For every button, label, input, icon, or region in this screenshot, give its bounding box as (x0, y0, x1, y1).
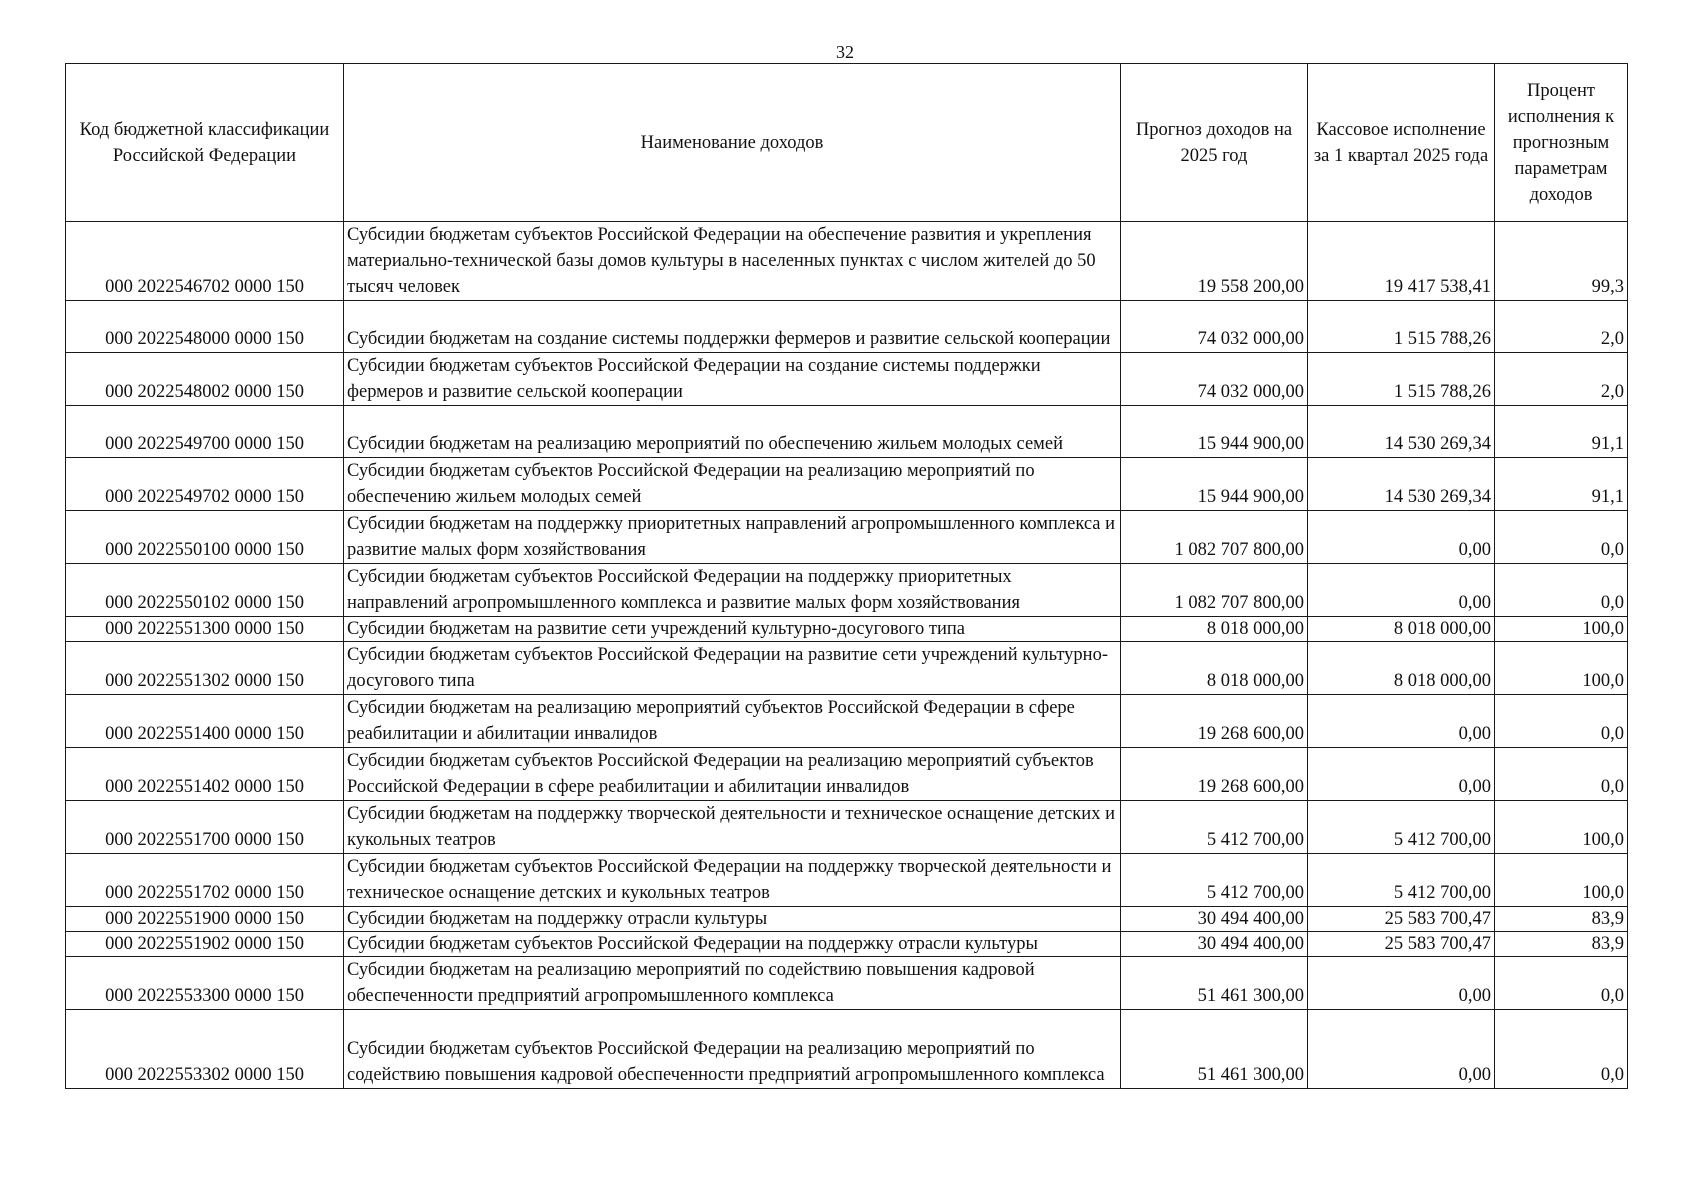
cell-execution: 25 583 700,47 (1308, 907, 1495, 932)
table-row (66, 932, 1628, 957)
cell-forecast: 19 268 600,00 (1121, 748, 1308, 801)
cell-name: Субсидии бюджетам на создание системы поддержки фермеров и развитие сельской кооперации (344, 301, 1121, 353)
cell-code: 000 2022550102 0000 150 (66, 564, 344, 617)
cell-execution: 0,00 (1308, 1010, 1495, 1089)
table-row (66, 511, 1628, 564)
cell-percent: 100,0 (1495, 801, 1628, 854)
cell-percent: 0,0 (1495, 1010, 1628, 1089)
cell-forecast: 19 558 200,00 (1121, 222, 1308, 301)
cell-percent: 0,0 (1495, 511, 1628, 564)
cell-percent: 0,0 (1495, 748, 1628, 801)
cell-execution: 8 018 000,00 (1308, 617, 1495, 642)
cell-percent: 2,0 (1495, 353, 1628, 406)
cell-execution: 14 530 269,34 (1308, 458, 1495, 511)
cell-forecast: 74 032 000,00 (1121, 301, 1308, 353)
cell-forecast: 30 494 400,00 (1121, 932, 1308, 957)
cell-percent: 91,1 (1495, 458, 1628, 511)
header-name: Наименование доходов (344, 64, 1121, 222)
cell-execution: 14 530 269,34 (1308, 406, 1495, 458)
cell-code: 000 2022548000 0000 150 (66, 301, 344, 353)
cell-forecast: 30 494 400,00 (1121, 907, 1308, 932)
cell-percent: 83,9 (1495, 932, 1628, 957)
cell-name: Субсидии бюджетам субъектов Российской Федерации на реализацию мероприятий субъектов Российской Федерации в сфере реабилитации и абилитации инвалидов (344, 748, 1121, 801)
table-row (66, 1010, 1628, 1089)
cell-code: 000 2022551900 0000 150 (66, 907, 344, 932)
cell-name: Субсидии бюджетам на реализацию мероприятий по обеспечению жильем молодых семей (344, 406, 1121, 458)
table-row (66, 353, 1628, 406)
cell-forecast: 74 032 000,00 (1121, 353, 1308, 406)
cell-code: 000 2022551700 0000 150 (66, 801, 344, 854)
table-row (66, 222, 1628, 301)
header-execution: Кассовое исполнение за 1 квартал 2025 года (1308, 64, 1495, 222)
cell-name: Субсидии бюджетам субъектов Российской Федерации на обеспечение развития и укрепления материально-технической базы домов культуры в населенных пунктах с числом жителей до 50 тысяч человек (344, 222, 1121, 301)
table-row (66, 907, 1628, 932)
cell-code: 000 2022549702 0000 150 (66, 458, 344, 511)
cell-forecast: 51 461 300,00 (1121, 957, 1308, 1010)
cell-execution: 0,00 (1308, 748, 1495, 801)
cell-percent: 0,0 (1495, 564, 1628, 617)
cell-percent: 0,0 (1495, 695, 1628, 748)
table-row (66, 406, 1628, 458)
cell-forecast: 1 082 707 800,00 (1121, 511, 1308, 564)
cell-name: Субсидии бюджетам на поддержку творческой деятельности и техническое оснащение детских и кукольных театров (344, 801, 1121, 854)
cell-code: 000 2022550100 0000 150 (66, 511, 344, 564)
cell-forecast: 8 018 000,00 (1121, 642, 1308, 695)
cell-execution: 25 583 700,47 (1308, 932, 1495, 957)
header-forecast: Прогноз доходов на 2025 год (1121, 64, 1308, 222)
cell-forecast: 1 082 707 800,00 (1121, 564, 1308, 617)
cell-percent: 0,0 (1495, 957, 1628, 1010)
table-row (66, 748, 1628, 801)
cell-name: Субсидии бюджетам на реализацию мероприятий по содействию повышения кадровой обеспеченности предприятий агропромышленного комплекса (344, 957, 1121, 1010)
cell-name: Субсидии бюджетам субъектов Российской Федерации на поддержку приоритетных направлений агропромышленного комплекса и развитие малых форм хозяйствования (344, 564, 1121, 617)
table-row (66, 617, 1628, 642)
cell-execution: 5 412 700,00 (1308, 801, 1495, 854)
cell-code: 000 2022546702 0000 150 (66, 222, 344, 301)
cell-percent: 91,1 (1495, 406, 1628, 458)
cell-forecast: 5 412 700,00 (1121, 854, 1308, 907)
cell-code: 000 2022549700 0000 150 (66, 406, 344, 458)
cell-forecast: 5 412 700,00 (1121, 801, 1308, 854)
cell-execution: 1 515 788,26 (1308, 353, 1495, 406)
table-row (66, 957, 1628, 1010)
cell-forecast: 19 268 600,00 (1121, 695, 1308, 748)
page-number: 32 (836, 42, 854, 62)
cell-name: Субсидии бюджетам субъектов Российской Федерации на развитие сети учреждений культурно-досугового типа (344, 642, 1121, 695)
cell-code: 000 2022551902 0000 150 (66, 932, 344, 957)
cell-percent: 100,0 (1495, 617, 1628, 642)
cell-execution: 19 417 538,41 (1308, 222, 1495, 301)
cell-execution: 8 018 000,00 (1308, 642, 1495, 695)
cell-forecast: 51 461 300,00 (1121, 1010, 1308, 1089)
cell-percent: 2,0 (1495, 301, 1628, 353)
cell-execution: 0,00 (1308, 511, 1495, 564)
table-header-row (66, 64, 1628, 222)
cell-forecast: 15 944 900,00 (1121, 458, 1308, 511)
header-code: Код бюджетной классификации Российской Федерации (66, 64, 344, 222)
cell-code: 000 2022551300 0000 150 (66, 617, 344, 642)
cell-name: Субсидии бюджетам субъектов Российской Федерации на поддержку творческой деятельности и техническое оснащение детских и кукольных театров (344, 854, 1121, 907)
revenue-table (65, 63, 1628, 1089)
cell-name: Субсидии бюджетам субъектов Российской Федерации на поддержку отрасли культуры (344, 932, 1121, 957)
cell-percent: 99,3 (1495, 222, 1628, 301)
cell-code: 000 2022553300 0000 150 (66, 957, 344, 1010)
cell-percent: 100,0 (1495, 854, 1628, 907)
cell-execution: 0,00 (1308, 564, 1495, 617)
cell-code: 000 2022551402 0000 150 (66, 748, 344, 801)
cell-code: 000 2022553302 0000 150 (66, 1010, 344, 1089)
table-row (66, 564, 1628, 617)
table-row (66, 458, 1628, 511)
cell-name: Субсидии бюджетам субъектов Российской Федерации на реализацию мероприятий по содействию повышения кадровой обеспеченности предприятий агропромышленного комплекса (344, 1010, 1121, 1089)
cell-name: Субсидии бюджетам на развитие сети учреждений культурно-досугового типа (344, 617, 1121, 642)
header-percent: Процент исполнения к прогнозным параметрам доходов (1495, 64, 1628, 222)
cell-execution: 1 515 788,26 (1308, 301, 1495, 353)
cell-name: Субсидии бюджетам субъектов Российской Федерации на создание системы поддержки фермеров и развитие сельской кооперации (344, 353, 1121, 406)
table-row (66, 854, 1628, 907)
cell-code: 000 2022548002 0000 150 (66, 353, 344, 406)
cell-percent: 83,9 (1495, 907, 1628, 932)
cell-name: Субсидии бюджетам на поддержку отрасли культуры (344, 907, 1121, 932)
cell-execution: 0,00 (1308, 957, 1495, 1010)
table-row (66, 801, 1628, 854)
cell-execution: 5 412 700,00 (1308, 854, 1495, 907)
table-row (66, 301, 1628, 353)
cell-execution: 0,00 (1308, 695, 1495, 748)
table-row (66, 642, 1628, 695)
cell-code: 000 2022551702 0000 150 (66, 854, 344, 907)
cell-code: 000 2022551302 0000 150 (66, 642, 344, 695)
cell-forecast: 8 018 000,00 (1121, 617, 1308, 642)
table-row (66, 695, 1628, 748)
cell-name: Субсидии бюджетам субъектов Российской Федерации на реализацию мероприятий по обеспечению жильем молодых семей (344, 458, 1121, 511)
cell-name: Субсидии бюджетам на поддержку приоритетных направлений агропромышленного комплекса и развитие малых форм хозяйствования (344, 511, 1121, 564)
cell-percent: 100,0 (1495, 642, 1628, 695)
cell-code: 000 2022551400 0000 150 (66, 695, 344, 748)
cell-name: Субсидии бюджетам на реализацию мероприятий субъектов Российской Федерации в сфере реабилитации и абилитации инвалидов (344, 695, 1121, 748)
cell-forecast: 15 944 900,00 (1121, 406, 1308, 458)
